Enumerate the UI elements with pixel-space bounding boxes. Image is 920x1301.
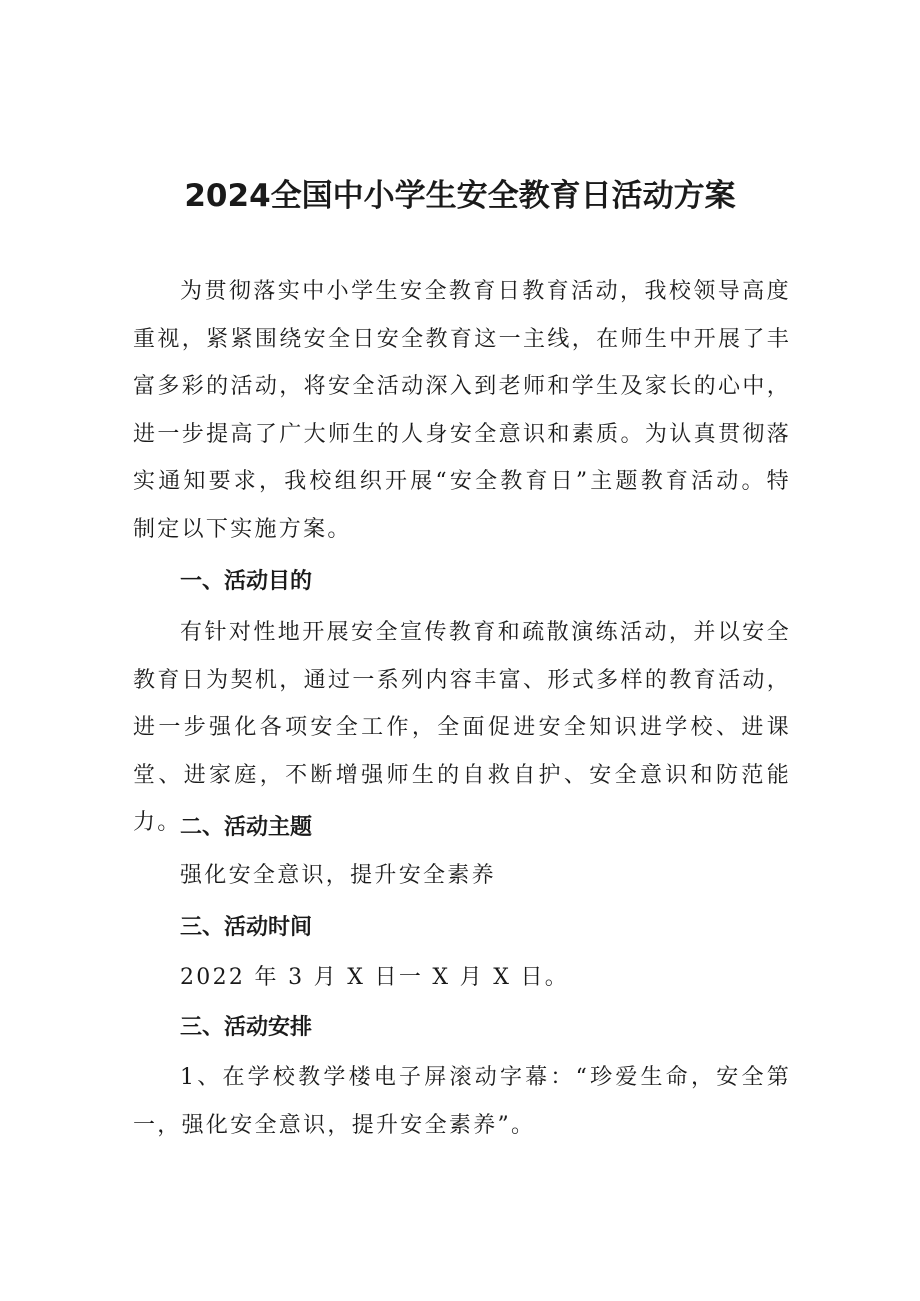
section-heading-arrangement: 三、活动安排 bbox=[180, 1015, 313, 1040]
section-heading-theme: 二、活动主题 bbox=[180, 815, 313, 840]
section-text-purpose: 有针对性地开展安全宣传教育和疏散演练活动，并以安全教育日为契机，通过一系列内容丰富、形式多样的教育活动，进一步强化各项安全工作，全面促进安全知识进学校、进课堂、进家庭，不断增强师生的自救自护、安全意识和防范能力。 bbox=[133, 620, 791, 835]
intro-paragraph: 为贯彻落实中小学生安全教育日教育活动，我校领导高度重视，紧紧围绕安全日安全教育这一主线，在师生中开展了丰富多彩的活动，将安全活动深入到老师和学生及家长的心中，进一步提高了广大师生的人身安全意识和素质。为认真贯彻落实通知要求，我校组织开展“安全教育日”主题教育活动。特制定以下实施方案。 bbox=[133, 279, 791, 542]
section-text-time: 2022 年 3 月 X 日一 X 月 X 日。 bbox=[180, 965, 570, 990]
section-text-theme: 强化安全意识，提升安全素养 bbox=[180, 863, 496, 888]
document-title: 2024全国中小学生安全教育日活动方案 bbox=[184, 178, 736, 214]
section-text-arrangement: 1、在学校教学楼电子屏滚动字幕：“珍爱生命，安全第一，强化安全意识，提升安全素养”。 bbox=[133, 1065, 791, 1138]
section-heading-time: 三、活动时间 bbox=[180, 915, 313, 940]
section-heading-purpose: 一、活动目的 bbox=[180, 569, 313, 594]
